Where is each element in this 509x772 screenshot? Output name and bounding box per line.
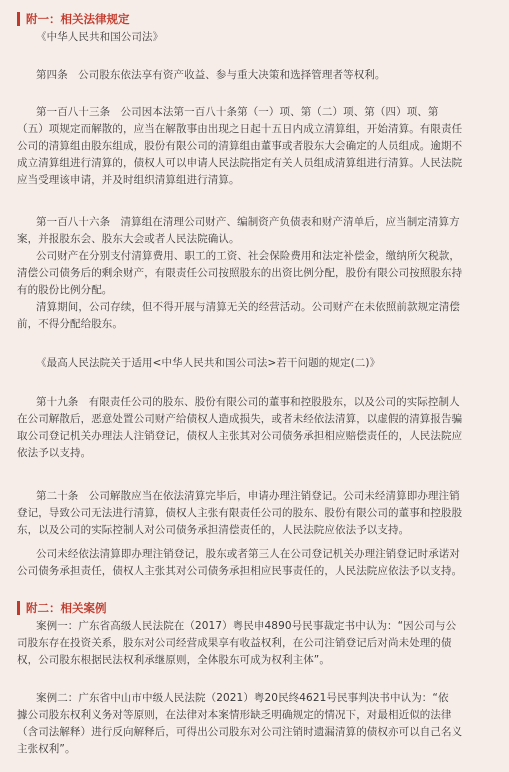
article-183-line: 应当受理该申请，并及时组织清算组进行清算。 bbox=[17, 174, 240, 186]
article-19-line: 第十九条 有限责任公司的股东、股份有限公司的董事和控股股东，以及公司的实际控制人 bbox=[36, 396, 460, 408]
article-186-line: 有的股份比例分配。 bbox=[17, 284, 113, 296]
case-1-line: 权，公司股东根据民法权利承继原则，全体股东可成为权利主体”。 bbox=[17, 654, 330, 666]
article-186-line: 前，不得分配给股东。 bbox=[17, 318, 123, 330]
article-20-line: 第二十条 公司解散应当在依法清算完毕后，申请办理注销登记。公司未经清算即办理注销 bbox=[36, 490, 460, 502]
case-1-line: 案例一：广东省高级人民法院在（2017）粤民申4890号民事裁定书中认为：“因公司与公 bbox=[36, 620, 457, 632]
article-186-line: 案，并报股东会、股东大会或者人民法院确认。 bbox=[17, 233, 240, 245]
appendix1-heading bbox=[17, 10, 130, 28]
article-19-line: 在公司解散后，恶意处置公司财产给债权人造成损失，或者未经依法清算，以虚假的清算报告骗 bbox=[17, 413, 463, 425]
case-2-line: 據公司股东权利义务对等原则，在法律对本案情形缺乏明确规定的情况下，对最相近似的法律 bbox=[17, 709, 452, 721]
article-183-line: （五）项规定而解散的，应当在解散事由出现之日起十五日内成立清算组，开始清算。有限责任 bbox=[17, 123, 463, 135]
article-20-line: 公司债务承担责任，债权人主张其对公司债务承担相应民事责任的，人民法院应依法予以支持。 bbox=[17, 565, 463, 577]
article-20-line: 公司未经依法清算即办理注销登记，股东或者第三人在公司登记机关办理注销登记时承诺对 bbox=[36, 548, 460, 560]
article-186-line: 清偿公司债务后的剩余财产，有限责任公司按照股东的出资比例分配，股份有限公司按照股东持 bbox=[17, 267, 463, 279]
heading-accent-bar bbox=[17, 601, 20, 615]
case-2-line: 主张权利”。 bbox=[17, 743, 76, 755]
appendix2-heading bbox=[17, 599, 107, 617]
article-186-line: 清算期间，公司存续，但不得开展与清算无关的经营活动。公司财产在未依照前款规定清偿 bbox=[36, 301, 460, 313]
article-186-line: 公司财产在分别支付清算费用、职工的工资、社会保险费用和法定补偿金，缴纳所欠税款， bbox=[36, 250, 460, 262]
case-2-line: 案例二：广东省中山市中级人民法院（2021）粤20民终4621号民事判决书中认为：“依 bbox=[36, 692, 449, 704]
case-2-line: （含司法解释）进行反向解释后，可得出公司股东对公司注销时遗漏清算的债权亦可以自己名义 bbox=[17, 726, 463, 738]
article-19-line: 取公司登记机关办理法人注销登记，债权人主张其对公司债务承担相应赔偿责任的，人民法院应 bbox=[17, 430, 463, 442]
interpretation-title: 《最高人民法院关于适用<中华人民共和国公司法>若干问题的规定(二)》 bbox=[36, 357, 381, 369]
heading-accent-bar bbox=[17, 12, 20, 26]
case-1-line: 司股东存在投资关系，股东对公司经营成果享有收益权利，在公司注销登记后对尚未处理的债 bbox=[17, 637, 452, 649]
article-183-line: 公司的清算组由股东组成，股份有限公司的清算组由董事或者股东大会确定的人员组成。逾期不 bbox=[17, 140, 463, 152]
company-law-title: 《中华人民共和国公司法》 bbox=[36, 31, 164, 43]
article-19-line: 依法予以支持。 bbox=[17, 447, 92, 459]
appendix2-title: 附二：相关案例 bbox=[26, 601, 107, 615]
article-186-line: 第一百八十六条 清算组在清理公司财产、编制资产负债表和财产清单后，应当制定清算方 bbox=[36, 216, 460, 228]
article-183-line: 成立清算组进行清算的，债权人可以申请人民法院指定有关人员组成清算组进行清算。人民法院 bbox=[17, 157, 463, 169]
article-20-line: 登记，导致公司无法进行清算，债权人主张有限责任公司的股东、股份有限公司的董事和控股股 bbox=[17, 507, 463, 519]
article-20-line: 东，以及公司的实际控制人对公司债务承担清偿责任的，人民法院应依法予以支持。 bbox=[17, 524, 410, 536]
appendix1-title: 附一：相关法律规定 bbox=[26, 12, 130, 26]
article-4: 第四条 公司股东依法享有资产收益、参与重大决策和选择管理者等权利。 bbox=[36, 69, 386, 81]
article-183-line: 第一百八十三条 公司因本法第一百八十条第（一）项、第（二）项、第（四）项、第 bbox=[36, 106, 439, 118]
